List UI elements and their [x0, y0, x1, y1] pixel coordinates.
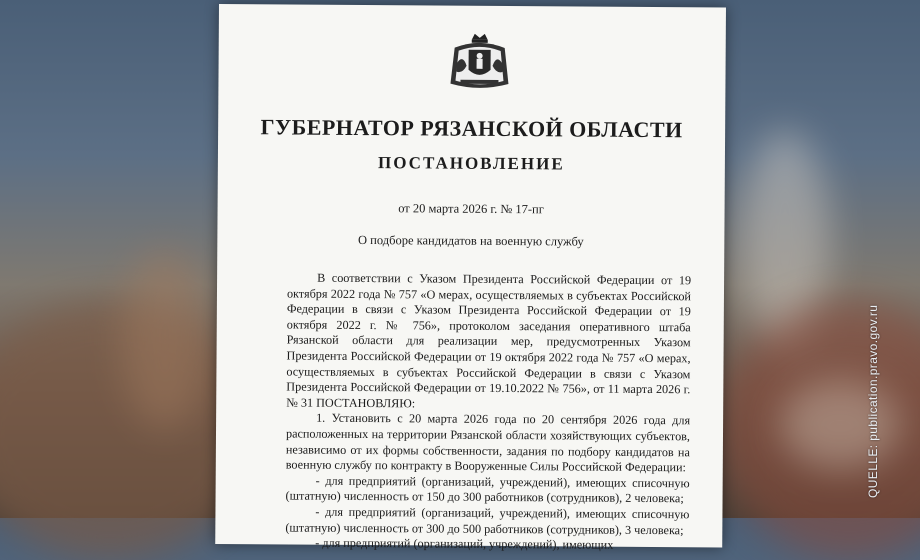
authority-title: ГУБЕРНАТОР РЯЗАНСКОЙ ОБЛАСТИ: [260, 114, 683, 143]
background-tower: [120, 250, 210, 430]
quota-item: - для предприятий (организаций, учреждений), имеющих списочную (штатную) численность от 300 до 500 работников (сотрудников), 3 человека;: [285, 504, 690, 537]
document-subject: О подборе кандидатов на военную службу: [357, 232, 584, 249]
background-light: [780, 380, 900, 470]
decree-document: [215, 4, 726, 552]
source-caption: QUELLE: publication.pravo.gov.ru: [866, 304, 880, 498]
document-kind: ПОСТАНОВЛЕНИЕ: [378, 153, 565, 174]
clause-1-paragraph: 1. Установить с 20 марта 2026 года по 20 сентября 2026 года для расположенных на территории Рязанской области хозяйствующих субъектов, независимо от их формы собственности, задания по подбору кандидатов на военную службу по контракту в Вооруженные Силы Российской Федерации:: [285, 411, 691, 475]
quota-item: - для предприятий (организаций, учреждений), имеющих: [315, 535, 614, 552]
preamble-paragraph: В соответствии с Указом Президента Российской Федерации от 19 октября 2022 года № 757 «О мерах, осуществляемых в субъектах Российской Федерации в связи с Указом Президента Российской Федерации от 19 октября 2022 г. № 756», протоколом заседания оперативного штаба Рязанской области для реализации мер, предусмотренных Указом Президента Российской Федерации от 19 октября 2022 года № 757 «О мерах, осуществляемых в субъектах Российской Федерации в связи с Указом Президента Российской Федерации от 19.10.2022 № 756», от 11 марта 2026 г. № 31 ПОСТАНОВЛЯЮ:: [286, 270, 692, 411]
document-date-number: от 20 марта 2026 г. № 17-пг: [398, 201, 544, 217]
document-body: [285, 270, 691, 554]
quota-item: - для предприятий (организаций, учреждений), имеющих списочную (штатную) численность от 150 до 300 работников (сотрудников), 2 человека;: [285, 473, 690, 506]
ryazan-coat-of-arms-icon: [444, 34, 514, 92]
